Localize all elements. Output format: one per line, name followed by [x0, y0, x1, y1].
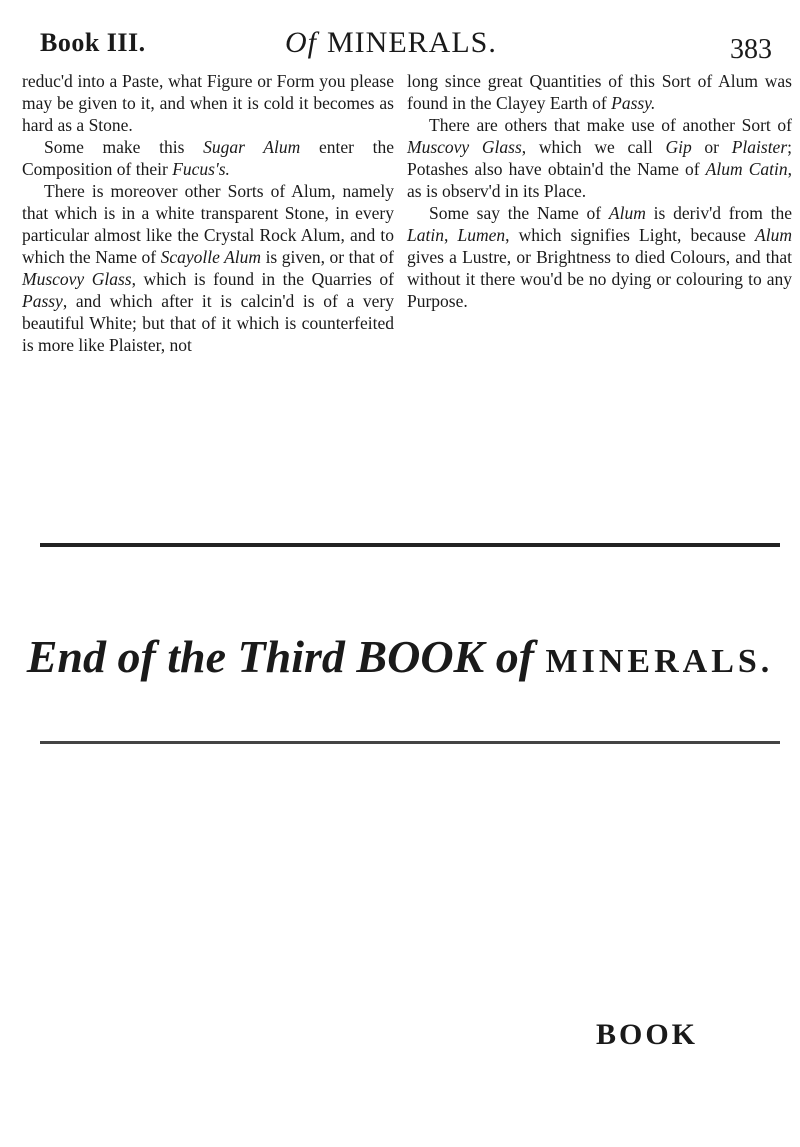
catchword: BOOK [596, 1018, 699, 1051]
right-column [407, 70, 792, 312]
end-of-book-caps: MINERALS. [545, 643, 774, 680]
divider-rule [40, 543, 780, 547]
end-of-book-italic: End of the Third BOOK of [26, 631, 535, 682]
paragraph: Some say the Name of Alum is deriv'd from the Latin, Lumen, which signifies Light, because Alum gives a Lustre, or Brightness to died Colours, and that without it there wou'd be no dying or colouring to any Purpose. [407, 203, 792, 311]
page-number: 383 [730, 34, 772, 65]
end-of-book-line [0, 630, 800, 683]
paragraph: There are others that make use of another Sort of Muscovy Glass, which we call Gip or Plaister; Potashes also have obtain'd the Name of Alum Catin, as is observ'd in its Place. [407, 115, 793, 201]
book-number: Book III. [40, 28, 146, 57]
paragraph: There is moreover other Sorts of Alum, namely that which is in a white transparent Stone, in every particular almost like the Crystal Rock Alum, and to which the Name of Scayolle Alum is given, or that of Muscovy Glass, which is found in the Quarries of Passy, and which after it is calcin'd is of a very beautiful White; but that of it which is counterfeited is more like Plaister, not [22, 181, 394, 355]
paragraph: long since great Quantities of this Sort of Alum was found in the Clayey Earth of Passy. [407, 71, 792, 113]
left-column [22, 70, 394, 356]
running-header [40, 22, 778, 66]
running-title [285, 26, 497, 60]
running-title-word: MINERALS. [327, 26, 497, 59]
paragraph: Some make this Sugar Alum enter the Composition of their Fucus's. [22, 137, 395, 179]
running-title-of: Of [285, 26, 317, 59]
divider-rule [40, 741, 780, 744]
paragraph: reduc'd into a Paste, what Figure or Form you please may be given to it, and when it is cold it becomes as hard as a Stone. [22, 71, 394, 135]
